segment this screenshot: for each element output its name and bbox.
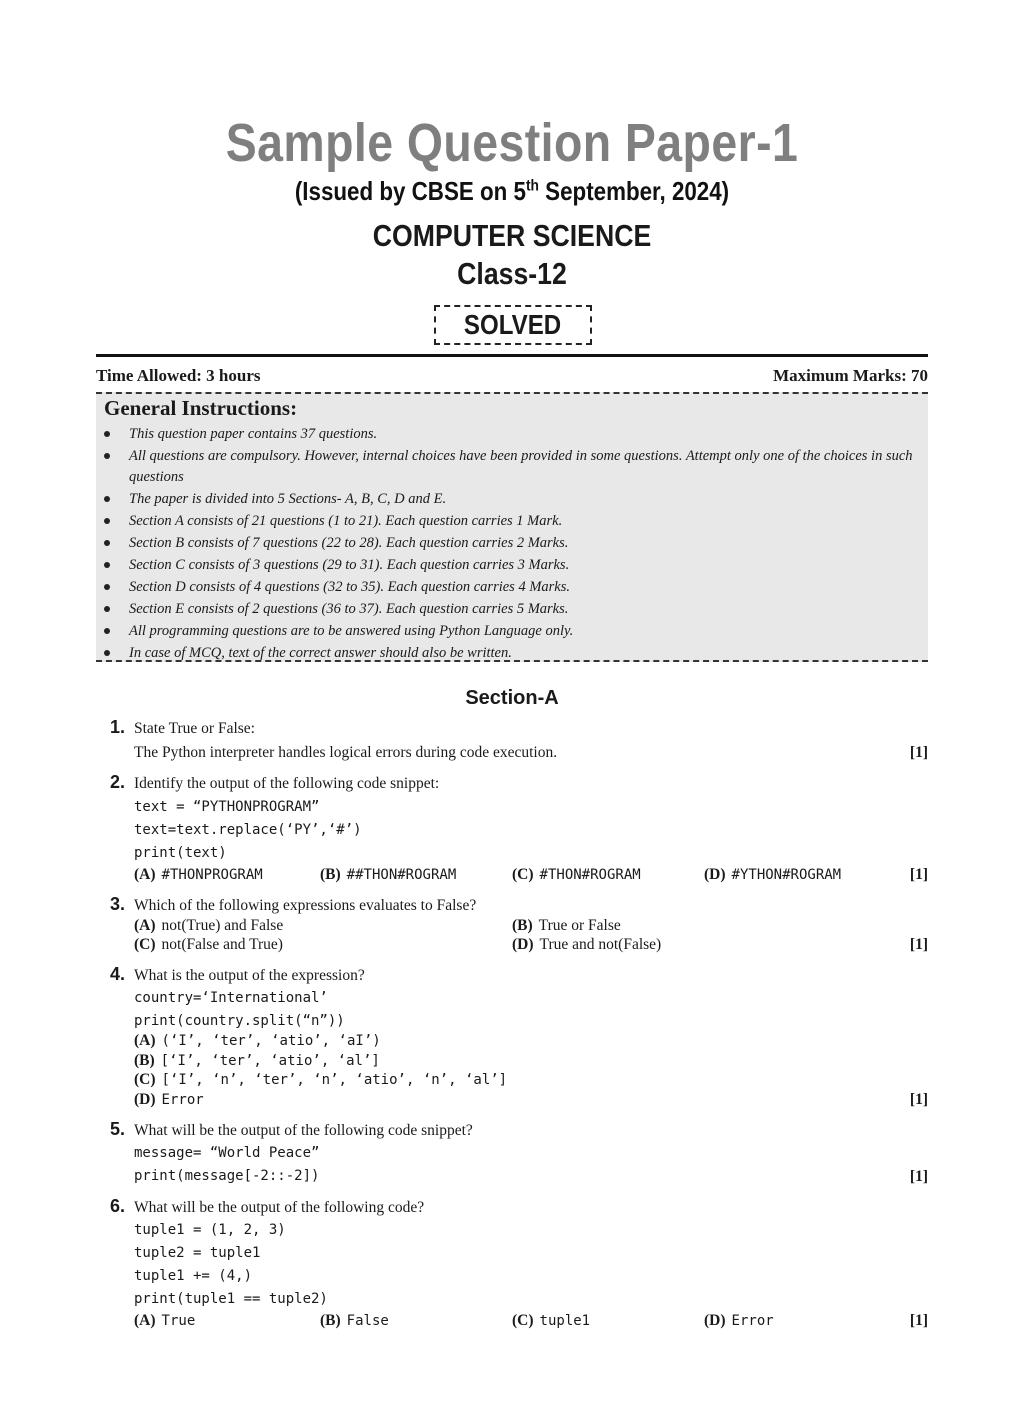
option-b	[134, 1052, 380, 1070]
instruction-text: In case of MCQ, text of the correct answer should also be written.	[129, 645, 512, 662]
instruction-item	[96, 577, 928, 598]
code-line: print(tuple1 == tuple2)	[134, 1291, 328, 1307]
bullet-icon	[104, 540, 110, 546]
instruction-text: Section E consists of 2 questions (36 to 37). Each question carries 5 Marks.	[129, 601, 569, 618]
option-a	[134, 1032, 381, 1050]
section-a-heading: Section-A	[465, 687, 559, 709]
option-label: (A)	[134, 1032, 156, 1049]
bullet-icon	[104, 584, 110, 590]
instruction-item	[96, 424, 928, 445]
code-line: message= “World Peace”	[134, 1145, 320, 1161]
option-label: (B)	[320, 866, 341, 883]
option-label: (B)	[320, 1312, 341, 1329]
code-line: print(message[-2::-2])	[134, 1168, 320, 1184]
option-label: (B)	[134, 1052, 155, 1069]
instruction-item	[96, 599, 928, 620]
question-text: Which of the following expressions evaluates to False?	[134, 897, 477, 914]
option-a	[134, 1312, 195, 1330]
option-c	[134, 936, 283, 954]
instruction-item	[96, 489, 928, 510]
question-marks: [1]	[909, 866, 928, 883]
option-b	[512, 917, 621, 935]
option-text: [‘I’, ‘ter’, ‘atio’, ‘al’]	[160, 1053, 380, 1069]
question-text: What will be the output of the following code?	[134, 1199, 425, 1216]
question-text: What is the output of the expression?	[134, 967, 365, 984]
code-line: tuple1 = (1, 2, 3)	[134, 1222, 286, 1238]
instruction-item	[96, 643, 928, 664]
bullet-icon	[104, 562, 110, 568]
option-text: #THON#ROGRAM	[539, 867, 641, 883]
option-text: #THONPROGRAM	[161, 867, 263, 883]
instruction-text: Section C consists of 3 questions (29 to 31). Each question carries 3 Marks.	[129, 556, 570, 573]
code-line: tuple1 += (4,)	[134, 1268, 253, 1284]
option-text: #YTHON#ROGRAM	[731, 867, 842, 883]
instruction-item	[96, 511, 928, 532]
question-number: 6.	[110, 1196, 126, 1216]
option-label: (D)	[512, 936, 534, 953]
instruction-text: All questions are compulsory. However, internal choices have been provided in some questions. Attempt only one of the choices in such questions	[129, 448, 913, 485]
option-label: (B)	[512, 917, 533, 934]
option-c	[512, 866, 641, 884]
option-text: not(True) and False	[161, 917, 284, 934]
option-b	[320, 866, 456, 884]
option-text: Error	[731, 1313, 774, 1329]
option-text: True or False	[538, 917, 621, 934]
instructions-heading: General Instructions:	[104, 396, 298, 420]
option-text: tuple1	[539, 1313, 591, 1329]
maximum-marks: Maximum Marks: 70	[773, 366, 928, 385]
bullet-icon	[104, 628, 110, 634]
issued-prefix: (Issued by CBSE on 5	[294, 176, 526, 206]
solved-badge	[434, 305, 592, 345]
time-allowed: Time Allowed: 3 hours	[96, 366, 261, 385]
option-label: (A)	[134, 917, 156, 934]
code-line: country=‘International’	[134, 990, 328, 1006]
option-a	[134, 917, 283, 935]
option-text: False	[346, 1313, 389, 1329]
instruction-item	[96, 446, 928, 487]
option-c	[134, 1071, 507, 1089]
option-text: not(False and True)	[161, 936, 283, 953]
instruction-text: Section B consists of 7 questions (22 to 28). Each question carries 2 Marks.	[129, 534, 569, 551]
option-text: True and not(False)	[539, 936, 662, 953]
code-line: text = “PYTHONPROGRAM”	[134, 799, 320, 815]
question-marks: [1]	[909, 1168, 928, 1185]
option-label: (A)	[134, 866, 156, 883]
option-label: (D)	[704, 1312, 726, 1329]
question-marks: [1]	[909, 1312, 928, 1329]
option-d	[512, 936, 661, 954]
option-b	[320, 1312, 389, 1330]
bullet-icon	[104, 650, 110, 656]
question-number: 4.	[110, 964, 126, 984]
code-line: text=text.replace(‘PY’,‘#’)	[134, 822, 362, 838]
option-label: (C)	[134, 936, 156, 953]
question-text: What will be the output of the following code snippet?	[134, 1122, 473, 1139]
question-marks: [1]	[909, 1091, 928, 1108]
instruction-item	[96, 555, 928, 576]
bullet-icon	[104, 431, 110, 437]
option-text: Error	[161, 1092, 204, 1108]
question-marks: [1]	[909, 744, 928, 761]
code-line: print(country.split(“n”))	[134, 1013, 345, 1029]
bullet-icon	[104, 453, 110, 459]
issued-line	[72, 176, 953, 207]
instructions-list	[96, 424, 928, 665]
option-text: [‘I’, ‘n’, ‘ter’, ‘n’, ‘atio’, ‘n’, ‘al’]	[161, 1072, 508, 1088]
question-number: 1.	[110, 717, 126, 737]
option-text: True	[161, 1313, 196, 1329]
option-text: ##THON#ROGRAM	[346, 867, 457, 883]
option-d	[704, 1312, 774, 1330]
option-label: (C)	[134, 1071, 156, 1088]
issued-superscript: th	[525, 177, 539, 195]
option-d	[704, 866, 841, 884]
option-d	[134, 1091, 204, 1109]
instruction-text: Section D consists of 4 questions (32 to 35). Each question carries 4 Marks.	[129, 579, 570, 596]
option-text: (‘I’, ‘ter’, ‘atio’, ‘aI’)	[161, 1033, 381, 1049]
code-line: tuple2 = tuple1	[134, 1245, 261, 1261]
instruction-text: Section A consists of 21 questions (1 to 21). Each question carries 1 Mark.	[129, 512, 563, 529]
instruction-text: The paper is divided into 5 Sections- A, B, C, D and E.	[129, 490, 447, 507]
instruction-item	[96, 621, 928, 642]
question-number: 5.	[110, 1119, 126, 1139]
question-text: The Python interpreter handles logical errors during code execution.	[134, 744, 558, 761]
option-label: (A)	[134, 1312, 156, 1329]
question-text: Identify the output of the following code snippet:	[134, 775, 440, 792]
question-number: 3.	[110, 894, 126, 914]
option-label: (C)	[512, 1312, 534, 1329]
general-instructions-box	[96, 392, 928, 662]
option-label: (D)	[704, 866, 726, 883]
subject-title: COMPUTER SCIENCE	[372, 218, 652, 253]
question-marks: [1]	[909, 936, 928, 953]
instruction-text: This question paper contains 37 questions.	[129, 426, 378, 442]
class-title: Class-12	[457, 256, 567, 291]
question-number: 2.	[110, 772, 126, 792]
option-label: (C)	[512, 866, 534, 883]
paper-title: Sample Question Paper-1	[225, 113, 799, 173]
issued-suffix: September, 2024)	[538, 176, 730, 206]
code-line: print(text)	[134, 845, 227, 861]
option-a	[134, 866, 263, 884]
option-c	[512, 1312, 590, 1330]
question-text: State True or False:	[134, 720, 255, 737]
instruction-item	[96, 533, 928, 554]
solved-badge-label: SOLVED	[464, 309, 562, 340]
instruction-text: All programming questions are to be answered using Python Language only.	[129, 623, 574, 640]
header-divider	[96, 354, 928, 357]
bullet-icon	[104, 606, 110, 612]
bullet-icon	[104, 518, 110, 524]
option-label: (D)	[134, 1091, 156, 1108]
bullet-icon	[104, 496, 110, 502]
